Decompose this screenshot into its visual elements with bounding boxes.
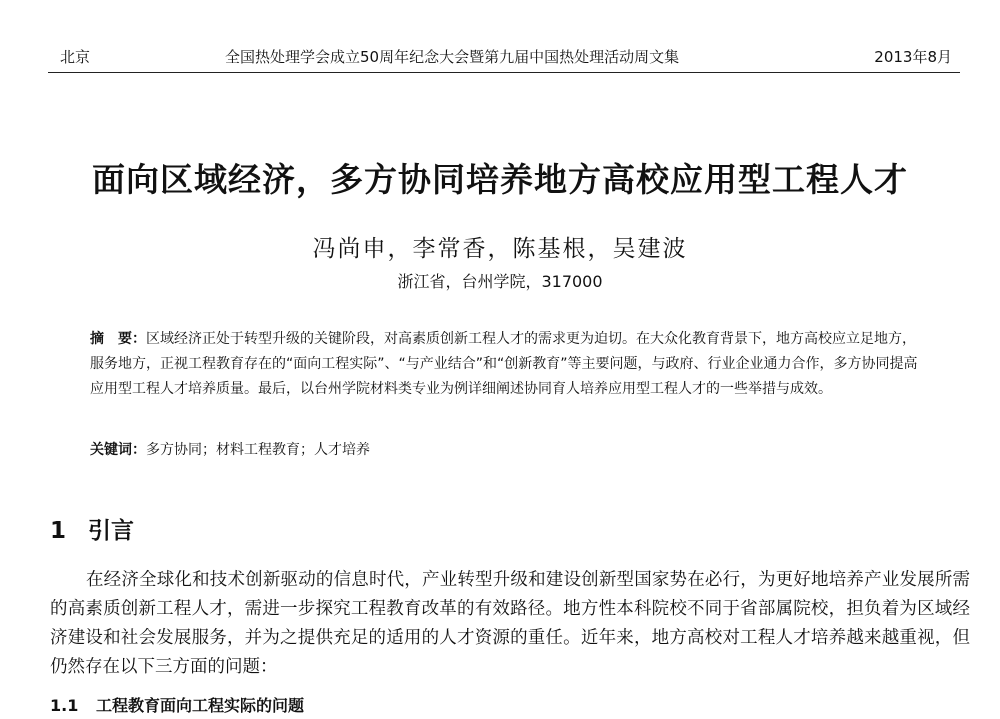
authors: 冯尚申，李常香，陈基根，吴建波 [312,236,688,262]
affiliation: 浙江省，台州学院，317000 [397,272,603,291]
abstract-label: 摘 要： [90,331,146,347]
body-paragraph: 在经济全球化和技术创新驱动的信息时代，产业转型升级和建设创新型国家势在必行，为更好地培养产业发展所需的高素质创新工程人才，需进一步探究工程教育改革的有效路径。地方性本科院校不同于省部属院校，担负着为区域经济建设和社会发展服务，并为之提供充足的适用的人才资源的重任。近年来，地方高校对工程人才培养越来越重视，但仍然存在以下三方面的问题： [50,570,970,677]
keywords-label: 关键词： [90,442,146,458]
header-date: 2013年8月 [874,48,952,66]
section-number: 1 [50,518,67,544]
header-location: 北京 [60,48,91,66]
keywords [90,439,926,459]
running-header [60,46,952,68]
subsection-title: 工程教育面向工程实际的问题 [96,696,305,715]
keywords-text: 多方协同；材料工程教育；人才培养 [146,442,370,458]
paper-title: 面向区域经济，多方协同培养地方高校应用型工程人才 [92,160,908,199]
abstract [90,327,926,402]
abstract-text: 区域经济正处于转型升级的关键阶段，对高素质创新工程人才的需求更为迫切。在大众化教育背景下，地方高校应立足地方，服务地方，正视工程教育存在的“面向工程实际”、“与产业结合”和“创新教育”等主要问题，与政府、行业企业通力合作，多方协同提高应用型工程人才培养质量。最后，以台州学院材料类专业为例详细阐述协同育人培养应用型工程人才的一些举措与成效。 [90,331,918,397]
header-rule [48,72,960,73]
subsection-number: 1.1 [50,696,79,715]
subsection-heading [50,693,304,716]
section-title: 引言 [88,518,134,544]
header-proceedings-title: 全国热处理学会成立50周年纪念大会暨第九届中国热处理活动周文集 [225,48,680,66]
section-heading [50,512,134,545]
